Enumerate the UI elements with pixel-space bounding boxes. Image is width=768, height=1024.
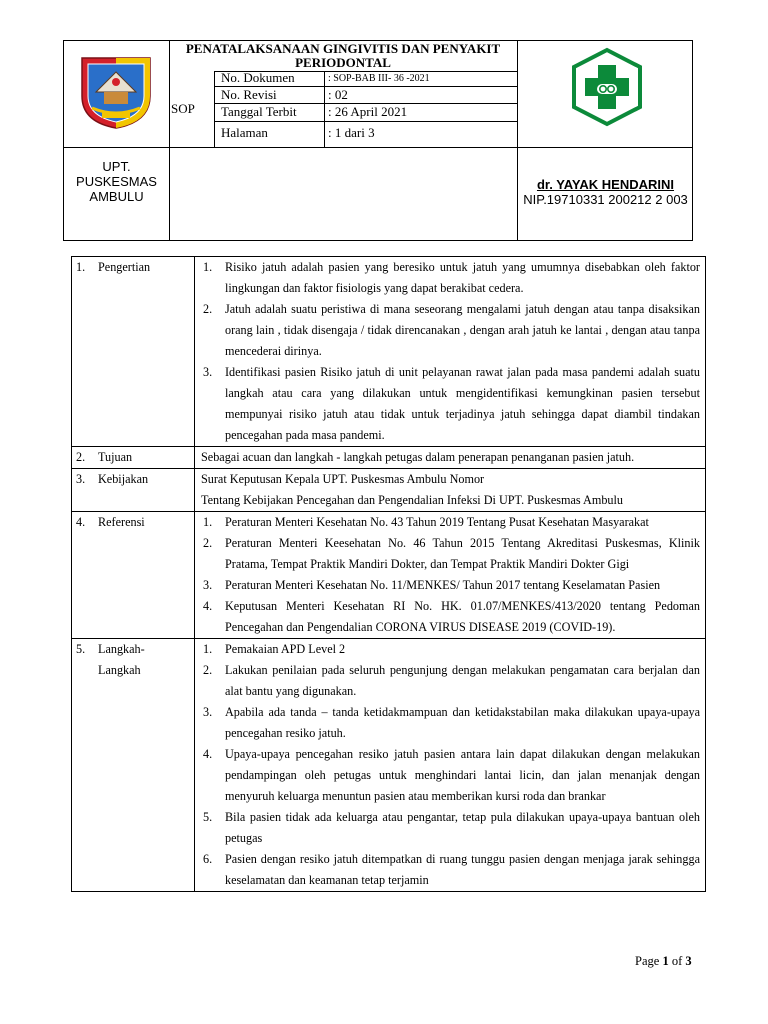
page-total: 3 (685, 954, 692, 968)
policy-line: Surat Keputusan Kepala UPT. Puskesmas Ambulu Nomor (201, 472, 485, 486)
divider (169, 41, 170, 240)
list-item: 4. Upaya-upaya pencegahan resiko jatuh pasien antara lain dapat dilakukan dengan melakukan pendampingan oleh petugas untuk menghindari lantai licin, dan jalan menanjak dengan menyuruh keluarga menuntun pasien atau memberikan kursi roda dan brankar (201, 744, 700, 807)
page-prefix: Page (635, 954, 663, 968)
divider (214, 121, 517, 122)
list-item-text: Peraturan Menteri Kesehatan No. 11/MENKES/ Tahun 2017 tentang Keselamatan Pasien (225, 578, 661, 592)
divider (64, 147, 692, 148)
section-label-line: Langkah (98, 663, 141, 677)
divider (517, 41, 518, 240)
section-label: Pengertian (98, 260, 151, 274)
section-number: 3. (76, 472, 86, 486)
org-line: PUSKESMAS (76, 174, 157, 189)
table-row (72, 639, 706, 892)
page-of: of (668, 954, 686, 968)
section-label: Referensi (98, 515, 145, 529)
list-item: 3. Peraturan Menteri Kesehatan No. 11/MENKES/ Tahun 2017 tentang Keselamatan Pasien (201, 575, 700, 596)
sop-label: SOP (171, 101, 195, 116)
list-item: 3. Identifikasi pasien Risiko jatuh di unit pelayanan rawat jalan pada masa pandemi adalah suatu langkah atau cara yang dilakukan untuk mengidentifikasi kemungkinan pasien tersebut mempunyai risiko jatuh atau tidak untuk terjadinya jatuh sehingga dapat diambil tindakan pencegahan pada masa pandemi. (201, 362, 700, 446)
list-item-text: Lakukan penilaian pada seluruh pengunjung dengan melakukan pengamatan cara berjalan dan alat bantu yang digunakan. (225, 663, 700, 698)
list-item-text: Peraturan Menteri Keesehatan No. 46 Tahun 2015 Tentang Akreditasi Puskesmas, Klinik Pratama, Tempat Praktik Mandiri Dokter, dan Tempat Praktik Mandiri Dokter Gigi (225, 536, 700, 571)
section-content-cell (195, 639, 706, 892)
list-item: 2. Jatuh adalah suatu peristiwa di mana seseorang mengalami jatuh dengan atau tanpa disaksikan orang lain , tidak disengaja / tidak direncanakan , dengan arah jatuh ke lantai , dengan atau tanpa mencederai dirinya. (201, 299, 700, 362)
table-row (72, 447, 706, 469)
list-item: 1. Risiko jatuh adalah pasien yang beresiko untuk jatuh yang umumnya disebabkan oleh faktor lingkungan dan faktor fisiologis yang dapat berakibat cedera. (201, 257, 700, 299)
section-label: Tujuan (98, 450, 133, 464)
section-label (98, 639, 145, 681)
list-item: 2. Lakukan penilaian pada seluruh pengunjung dengan melakukan pengamatan cara berjalan dan alat bantu yang digunakan. (201, 660, 700, 702)
meta-label-no-dokumen: No. Dokumen (221, 70, 295, 85)
puskesmas-logo (567, 47, 647, 127)
procedure-table (71, 256, 706, 892)
meta-label-no-revisi: No. Revisi (221, 87, 277, 102)
meta-value-no-dokumen: : SOP-BAB III- 36 -2021 (328, 73, 430, 84)
section-label-line: Langkah- (98, 642, 145, 656)
org-line: AMBULU (89, 189, 144, 204)
list-item-text: Pemakaian APD Level 2 (225, 642, 346, 656)
list-item-text: Identifikasi pasien Risiko jatuh di unit pelayanan rawat jalan pada masa pandemi adalah suatu langkah atau cara yang dilakukan untuk mengidentifikasi kemungkinan pasien tersebut mempunyai risiko jatuh atau tidak untuk terjadinya jatuh sehingga dapat diambil tindakan pencegahan pada masa pandemi. (225, 365, 700, 442)
section-content-cell (195, 469, 706, 512)
list-item-text: Bila pasien tidak ada keluarga atau pengantar, tetap pula dilakukan upaya-upaya bantuan oleh petugas (225, 810, 700, 845)
list-item-text: Risiko jatuh adalah pasien yang beresiko untuk jatuh yang umumnya disebabkan oleh faktor lingkungan dan faktor fisiologis yang dapat berakibat cedera. (225, 260, 700, 295)
section-label-cell (72, 447, 195, 469)
organization-name (64, 159, 169, 204)
list-item: 3. Apabila ada tanda – tanda ketidakmampuan dan ketidakstabilan maka dilakukan upaya-upaya pencegahan resiko jatuh. (201, 702, 700, 744)
section-content-cell (195, 512, 706, 639)
header-table (63, 40, 693, 241)
meta-value-tanggal-terbit: : 26 April 2021 (328, 104, 408, 119)
list-item: 4. Keputusan Menteri Kesehatan RI No. HK. 01.07/MENKES/413/2020 tentang Pedoman Pencegahan dan Pengendalian CORONA VIRUS DISEASE 2019 (COVID-19). (201, 596, 700, 638)
section-label-cell (72, 512, 195, 639)
list-item: 5. Bila pasien tidak ada keluarga atau pengantar, tetap pula dilakukan upaya-upaya bantuan oleh petugas (201, 807, 700, 849)
list-item: 1. Peraturan Menteri Kesehatan No. 43 Tahun 2019 Tentang Pusat Kesehatan Masyarakat (201, 512, 700, 533)
section-label-cell (72, 257, 195, 447)
meta-label-tanggal-terbit: Tanggal Terbit (221, 104, 297, 119)
meta-value-halaman: : 1 dari 3 (328, 125, 375, 140)
section-label-cell (72, 469, 195, 512)
table-row (72, 257, 706, 447)
section-label-cell (72, 639, 195, 892)
page-footer (635, 954, 692, 969)
section-label: Kebijakan (98, 472, 149, 486)
district-emblem-logo (78, 52, 154, 130)
divider (214, 71, 215, 147)
list-item: 1. Pemakaian APD Level 2 (201, 639, 700, 660)
signer-name: dr. YAYAK HENDARINI (536, 177, 675, 192)
section-number: 5. (76, 642, 86, 656)
list-item-text: Pasien dengan resiko jatuh ditempatkan di ruang tunggu pasien dengan menjaga jarak sehingga keselamatan dan keamanan tetap terjamin (225, 852, 700, 887)
list-item: 2. Peraturan Menteri Keesehatan No. 46 Tahun 2015 Tentang Akreditasi Puskesmas, Klinik Pratama, Tempat Praktik Mandiri Dokter, dan Tempat Praktik Mandiri Dokter Gigi (201, 533, 700, 575)
section-number: 2. (76, 450, 86, 464)
table-row (72, 469, 706, 512)
signer-block (517, 177, 694, 207)
section-number: 1. (76, 260, 86, 274)
section-content-cell (195, 257, 706, 447)
section-number: 4. (76, 515, 86, 529)
section-content-cell: Sebagai acuan dan langkah - langkah petugas dalam penerapan penanganan pasien jatuh. (195, 447, 706, 469)
policy-line: Tentang Kebijakan Pencegahan dan Pengendalian Infeksi Di UPT. Puskesmas Ambulu (201, 493, 624, 507)
list-item-text: Apabila ada tanda – tanda ketidakmampuan dan ketidakstabilan maka dilakukan upaya-upaya pencegahan resiko jatuh. (225, 705, 700, 740)
list-item-text: Keputusan Menteri Kesehatan RI No. HK. 01.07/MENKES/413/2020 tentang Pedoman Pencegahan dan Pengendalian CORONA VIRUS DISEASE 2019 (COVID-19). (225, 599, 700, 634)
signer-nip: NIP.19710331 200212 2 003 (523, 192, 688, 207)
table-row (72, 512, 706, 639)
org-line: UPT. (102, 159, 131, 174)
list-item-text: Upaya-upaya pencegahan resiko jatuh pasien antara lain dapat dilakukan dengan melakukan pendampingan oleh petugas untuk menghindari lantai licin, dan jalan menanjak dengan menyuruh keluarga menuntun pasien atau memberikan kursi roda dan brankar (225, 747, 700, 803)
list-item-text: Jatuh adalah suatu peristiwa di mana seseorang mengalami jatuh dengan atau tanpa disaksikan orang lain , tidak disengaja / tidak direncanakan , dengan arah jatuh ke lantai , dengan atau tanpa mencederai dirinya. (225, 302, 700, 358)
meta-label-halaman: Halaman (221, 125, 268, 140)
divider (324, 71, 325, 147)
document-title: PENATALAKSANAAN GINGIVITIS DAN PENYAKIT PERIODONTAL (185, 41, 501, 70)
list-item-text: Peraturan Menteri Kesehatan No. 43 Tahun 2019 Tentang Pusat Kesehatan Masyarakat (225, 515, 649, 529)
page-current: 1 (662, 954, 669, 968)
list-item: 6. Pasien dengan resiko jatuh ditempatkan di ruang tunggu pasien dengan menjaga jarak sehingga keselamatan dan keamanan tetap terjamin (201, 849, 700, 891)
meta-value-no-revisi: : 02 (328, 87, 348, 102)
